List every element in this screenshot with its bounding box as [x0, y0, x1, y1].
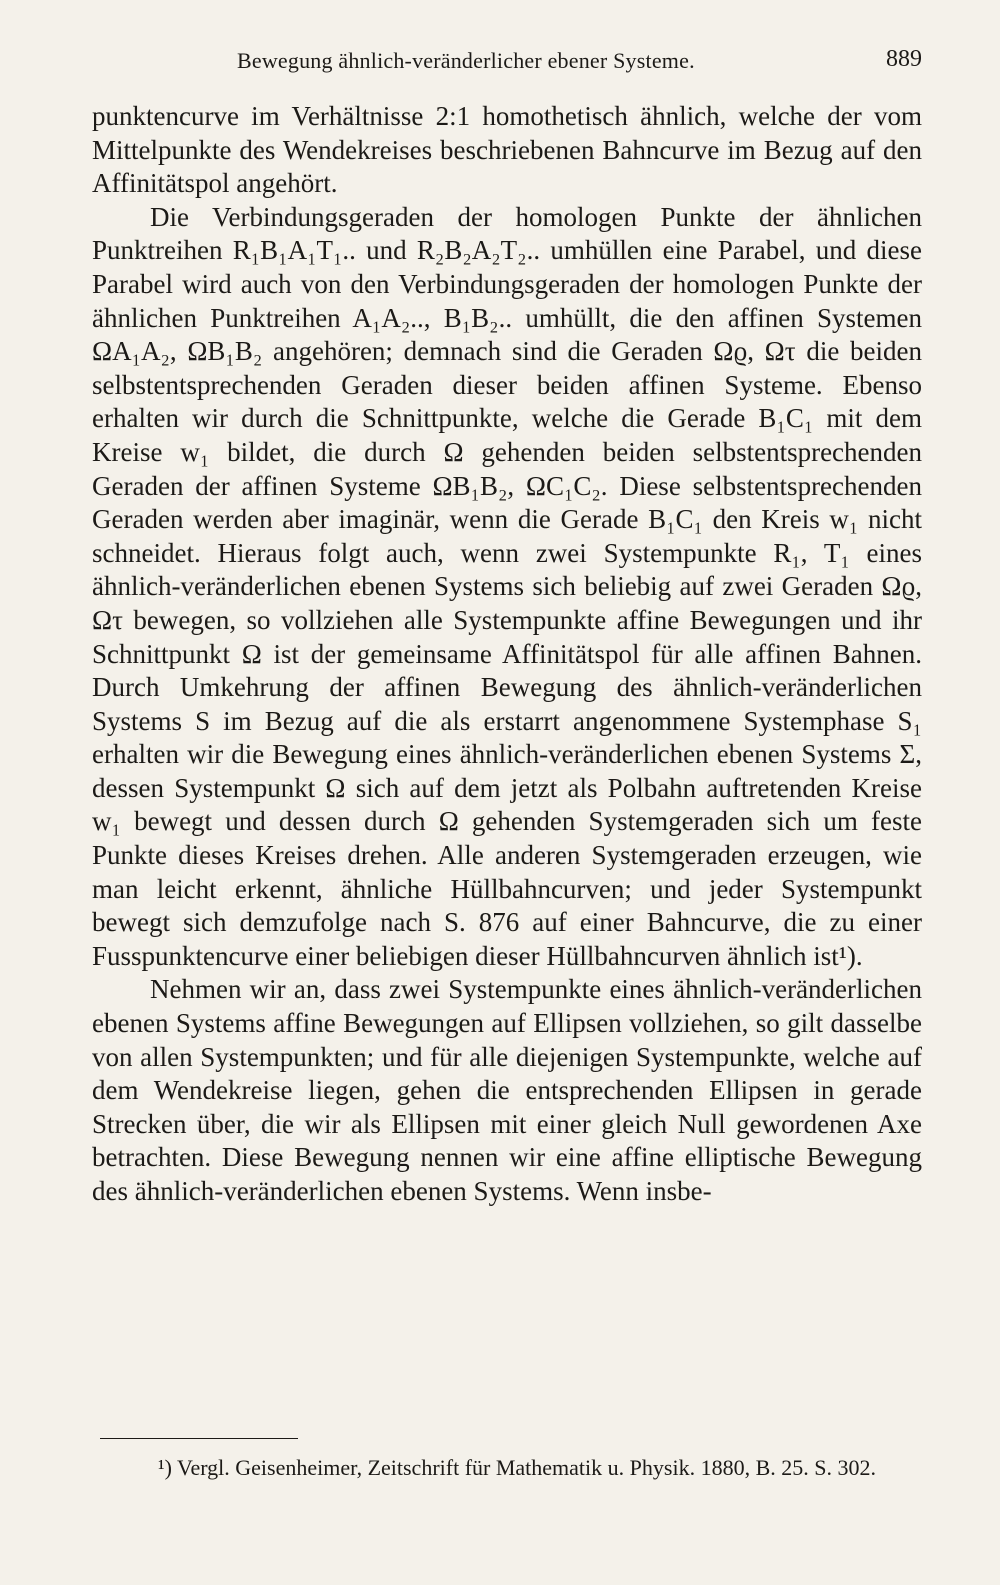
footnote: ¹) Vergl. Geisenheimer, Zeitschrift für Mathematik u. Physik. 1880, B. 25. S. 302. [158, 1455, 876, 1480]
footnote-rule [100, 1438, 298, 1439]
page-number: 889 [886, 46, 922, 72]
paragraph-3: Nehmen wir an, dass zwei Systempunkte eines ähnlich-veränderlichen ebenen Systems affine Bewegungen auf Ellipsen vollziehen, so gilt dasselbe von allen Systempunkten; und für alle diejenigen Systempunkte, welche auf dem Wendekreise liegen, gehen die entsprechenden Ellipsen in gerade Strecken über, die wir als Ellipsen mit einer gleich Null gewordenen Axe betrachten. Diese Bewegung nennen wir eine affine elliptische Bewegung des ähnlich-veränderlichen ebenen Systems. Wenn insbe- [92, 974, 922, 1206]
paragraph-2: Die Verbindungsgeraden der homologen Punkte der ähnlichen Punktreihen R₁B₁A₁T₁.. und R₂B₂A₂T₂.. umhüllen eine Parabel, und diese Parabel wird auch von den Verbindungsgeraden der homologen Punkte der ähnlichen Punktreihen A₁A₂.., B₁B₂.. umhüllt, die den affinen Systemen ΩA₁A₂, ΩB₁B₂ angehören; demnach sind die Geraden Ωϱ, Ωτ die beiden selbstentsprechenden Geraden dieser beiden affinen Systeme. Ebenso erhalten wir durch die Schnittpunkte, welche die Gerade B₁C₁ mit dem Kreise w₁ bildet, die durch Ω gehenden beiden selbstentsprechenden Geraden der affinen Systeme ΩB₁B₂, ΩC₁C₂. Diese selbstentsprechenden Geraden werden aber imaginär, wenn die Gerade B₁C₁ den Kreis w₁ nicht schneidet. Hieraus folgt auch, wenn zwei Systempunkte R₁, T₁ eines ähnlich-veränderlichen ebenen Systems sich beliebig auf zwei Geraden Ωϱ, Ωτ bewegen, so vollziehen alle Systempunkte affine Bewegungen und ihr Schnittpunkt Ω ist der gemeinsame Affinitätspol für alle affinen Bahnen. Durch Umkehrung der affinen Bewegung des ähnlich-veränderlichen Systems S im Bezug auf die als erstarrt angenommene Systemphase S₁ erhalten wir die Bewegung eines ähnlich-veränderlichen ebenen Systems Σ, dessen Systempunkt Ω sich auf dem jetzt als Polbahn auftretenden Kreise w₁ bewegt und dessen durch Ω gehenden Systemgeraden sich um feste Punkte dieses Kreises drehen. Alle anderen Systemgeraden erzeugen, wie man leicht erkennt, ähnliche Hüllbahncurven; und jeder Systempunkt bewegt sich demzufolge nach S. 876 auf einer Bahncurve, die zu einer Fusspunktencurve einer beliebigen dieser Hüllbahncurven ähnlich ist¹). [92, 201, 922, 971]
paragraph-1: punktencurve im Verhältnisse 2:1 homothetisch ähnlich, welche der vom Mittelpunkte des Wendekreises beschriebenen Bahncurve im Bezug auf den Affinitätspol angehört. [92, 101, 922, 199]
running-head: Bewegung ähnlich-veränderlicher ebener Systeme. [237, 48, 695, 73]
body-text [92, 100, 922, 1209]
page-header [92, 44, 922, 84]
